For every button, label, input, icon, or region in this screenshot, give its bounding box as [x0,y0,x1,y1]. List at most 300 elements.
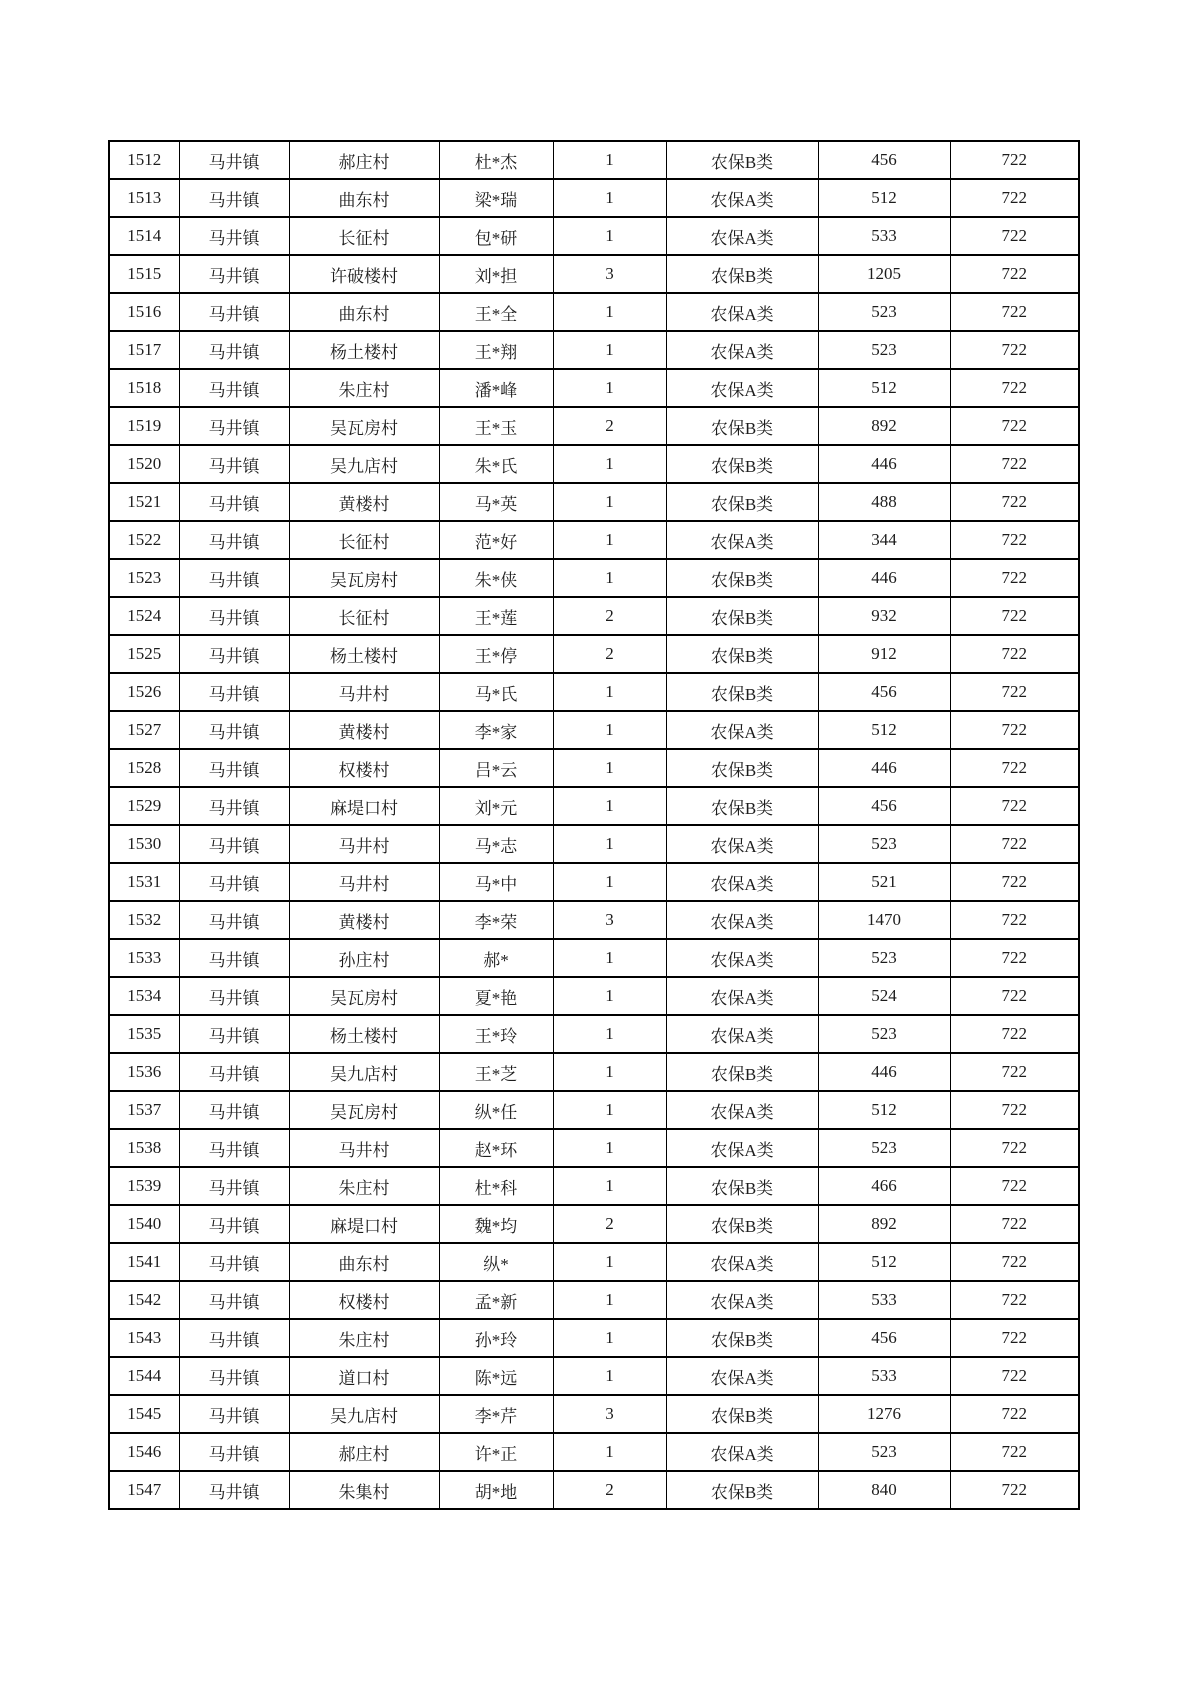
cell-insurance-category: 农保A类 [666,217,818,255]
cell-person-count: 1 [553,863,666,901]
table-row [109,825,1079,863]
cell-insurance-category: 农保B类 [666,1395,818,1433]
cell-town: 马井镇 [179,407,289,445]
table-row [109,711,1079,749]
cell-insurance-category: 农保B类 [666,255,818,293]
cell-person-count: 1 [553,1167,666,1205]
cell-person-count: 1 [553,293,666,331]
cell-person-count: 1 [553,559,666,597]
table-row [109,521,1079,559]
cell-insurance-category: 农保A类 [666,179,818,217]
cell-standard-amount: 722 [950,1091,1079,1129]
cell-amount: 521 [818,863,950,901]
cell-person-count: 1 [553,673,666,711]
cell-person-name: 梁*瑞 [439,179,553,217]
cell-village: 朱集村 [289,1471,439,1509]
cell-town: 马井镇 [179,977,289,1015]
cell-village: 马井村 [289,825,439,863]
cell-insurance-category: 农保B类 [666,597,818,635]
cell-village: 吴瓦房村 [289,977,439,1015]
cell-person-name: 王*全 [439,293,553,331]
cell-town: 马井镇 [179,1319,289,1357]
cell-person-name: 范*好 [439,521,553,559]
cell-village: 麻堤口村 [289,787,439,825]
cell-insurance-category: 农保B类 [666,1319,818,1357]
table-row [109,1395,1079,1433]
cell-serial-number: 1547 [109,1471,179,1509]
table-row [109,901,1079,939]
cell-village: 吴瓦房村 [289,407,439,445]
cell-person-name: 王*玉 [439,407,553,445]
cell-town: 马井镇 [179,331,289,369]
cell-standard-amount: 722 [950,255,1079,293]
cell-standard-amount: 722 [950,369,1079,407]
cell-amount: 892 [818,1205,950,1243]
cell-town: 马井镇 [179,901,289,939]
cell-person-count: 1 [553,521,666,559]
cell-standard-amount: 722 [950,1395,1079,1433]
cell-serial-number: 1534 [109,977,179,1015]
cell-amount: 512 [818,369,950,407]
cell-standard-amount: 722 [950,1357,1079,1395]
cell-serial-number: 1545 [109,1395,179,1433]
cell-serial-number: 1526 [109,673,179,711]
cell-insurance-category: 农保B类 [666,1053,818,1091]
cell-standard-amount: 722 [950,1205,1079,1243]
cell-serial-number: 1533 [109,939,179,977]
cell-standard-amount: 722 [950,1053,1079,1091]
table-row [109,1281,1079,1319]
cell-amount: 523 [818,293,950,331]
cell-standard-amount: 722 [950,1433,1079,1471]
cell-standard-amount: 722 [950,483,1079,521]
cell-person-name: 李*芹 [439,1395,553,1433]
cell-person-count: 1 [553,1091,666,1129]
cell-person-count: 1 [553,483,666,521]
cell-person-name: 赵*环 [439,1129,553,1167]
cell-person-count: 1 [553,141,666,179]
cell-serial-number: 1523 [109,559,179,597]
cell-insurance-category: 农保B类 [666,559,818,597]
table-row [109,1015,1079,1053]
cell-amount: 932 [818,597,950,635]
cell-amount: 523 [818,939,950,977]
cell-amount: 512 [818,711,950,749]
cell-village: 朱庄村 [289,369,439,407]
cell-person-name: 许*正 [439,1433,553,1471]
cell-person-count: 1 [553,749,666,787]
cell-person-name: 朱*侠 [439,559,553,597]
table-row [109,1053,1079,1091]
cell-person-count: 2 [553,597,666,635]
cell-standard-amount: 722 [950,749,1079,787]
cell-insurance-category: 农保A类 [666,901,818,939]
cell-standard-amount: 722 [950,1319,1079,1357]
cell-village: 权楼村 [289,1281,439,1319]
cell-serial-number: 1515 [109,255,179,293]
cell-amount: 446 [818,445,950,483]
cell-amount: 523 [818,331,950,369]
cell-person-name: 胡*地 [439,1471,553,1509]
cell-serial-number: 1531 [109,863,179,901]
cell-amount: 840 [818,1471,950,1509]
table-row [109,597,1079,635]
cell-person-name: 夏*艳 [439,977,553,1015]
cell-person-name: 纵* [439,1243,553,1281]
cell-person-count: 1 [553,825,666,863]
cell-serial-number: 1516 [109,293,179,331]
cell-serial-number: 1521 [109,483,179,521]
cell-serial-number: 1524 [109,597,179,635]
cell-amount: 912 [818,635,950,673]
records-table-container [108,140,1080,1510]
table-row [109,217,1079,255]
cell-person-name: 王*芝 [439,1053,553,1091]
cell-person-count: 2 [553,1205,666,1243]
cell-standard-amount: 722 [950,597,1079,635]
cell-insurance-category: 农保B类 [666,483,818,521]
cell-village: 杨土楼村 [289,331,439,369]
cell-village: 长征村 [289,521,439,559]
table-row [109,1243,1079,1281]
cell-insurance-category: 农保B类 [666,1471,818,1509]
cell-person-count: 1 [553,1243,666,1281]
cell-village: 朱庄村 [289,1319,439,1357]
cell-village: 吴瓦房村 [289,1091,439,1129]
cell-standard-amount: 722 [950,407,1079,445]
cell-person-count: 2 [553,1471,666,1509]
cell-town: 马井镇 [179,179,289,217]
cell-town: 马井镇 [179,939,289,977]
cell-amount: 523 [818,1129,950,1167]
cell-serial-number: 1539 [109,1167,179,1205]
cell-insurance-category: 农保A类 [666,521,818,559]
cell-town: 马井镇 [179,217,289,255]
cell-person-name: 吕*云 [439,749,553,787]
cell-standard-amount: 722 [950,635,1079,673]
cell-person-name: 魏*均 [439,1205,553,1243]
cell-town: 马井镇 [179,1205,289,1243]
cell-insurance-category: 农保B类 [666,1205,818,1243]
cell-person-name: 马*中 [439,863,553,901]
cell-person-count: 1 [553,179,666,217]
cell-village: 郝庄村 [289,1433,439,1471]
cell-amount: 523 [818,1433,950,1471]
cell-village: 吴瓦房村 [289,559,439,597]
table-row [109,407,1079,445]
cell-insurance-category: 农保A类 [666,1357,818,1395]
cell-standard-amount: 722 [950,673,1079,711]
cell-person-name: 郝* [439,939,553,977]
cell-town: 马井镇 [179,1395,289,1433]
cell-amount: 533 [818,1357,950,1395]
cell-standard-amount: 722 [950,1167,1079,1205]
cell-village: 道口村 [289,1357,439,1395]
cell-person-name: 孟*新 [439,1281,553,1319]
cell-village: 曲东村 [289,179,439,217]
cell-village: 吴九店村 [289,1395,439,1433]
cell-serial-number: 1518 [109,369,179,407]
cell-village: 黄楼村 [289,711,439,749]
cell-person-name: 刘*担 [439,255,553,293]
cell-standard-amount: 722 [950,445,1079,483]
cell-amount: 446 [818,749,950,787]
cell-serial-number: 1541 [109,1243,179,1281]
cell-amount: 524 [818,977,950,1015]
cell-person-name: 马*志 [439,825,553,863]
cell-insurance-category: 农保A类 [666,977,818,1015]
cell-standard-amount: 722 [950,787,1079,825]
cell-serial-number: 1532 [109,901,179,939]
cell-village: 马井村 [289,1129,439,1167]
cell-standard-amount: 722 [950,141,1079,179]
cell-insurance-category: 农保B类 [666,635,818,673]
table-row [109,369,1079,407]
cell-amount: 446 [818,1053,950,1091]
cell-insurance-category: 农保A类 [666,711,818,749]
cell-person-count: 3 [553,255,666,293]
cell-amount: 456 [818,141,950,179]
cell-standard-amount: 722 [950,559,1079,597]
cell-village: 吴九店村 [289,445,439,483]
cell-amount: 344 [818,521,950,559]
cell-insurance-category: 农保A类 [666,1091,818,1129]
cell-amount: 456 [818,787,950,825]
cell-person-name: 马*氏 [439,673,553,711]
cell-person-name: 纵*任 [439,1091,553,1129]
cell-amount: 512 [818,1091,950,1129]
cell-amount: 1205 [818,255,950,293]
cell-town: 马井镇 [179,1167,289,1205]
table-row [109,749,1079,787]
cell-village: 孙庄村 [289,939,439,977]
cell-standard-amount: 722 [950,711,1079,749]
cell-town: 马井镇 [179,255,289,293]
cell-amount: 456 [818,1319,950,1357]
cell-person-count: 2 [553,635,666,673]
cell-person-name: 李*家 [439,711,553,749]
cell-standard-amount: 722 [950,1015,1079,1053]
cell-village: 权楼村 [289,749,439,787]
cell-amount: 456 [818,673,950,711]
records-table-body [109,141,1079,1509]
cell-person-count: 1 [553,1053,666,1091]
cell-person-count: 1 [553,217,666,255]
cell-standard-amount: 722 [950,863,1079,901]
cell-insurance-category: 农保A类 [666,331,818,369]
cell-standard-amount: 722 [950,521,1079,559]
cell-town: 马井镇 [179,1053,289,1091]
cell-town: 马井镇 [179,1015,289,1053]
table-row [109,787,1079,825]
cell-village: 麻堤口村 [289,1205,439,1243]
cell-village: 曲东村 [289,293,439,331]
cell-person-count: 3 [553,901,666,939]
cell-standard-amount: 722 [950,1471,1079,1509]
cell-serial-number: 1544 [109,1357,179,1395]
cell-person-count: 1 [553,369,666,407]
cell-village: 曲东村 [289,1243,439,1281]
cell-serial-number: 1538 [109,1129,179,1167]
cell-town: 马井镇 [179,1281,289,1319]
cell-village: 杨土楼村 [289,635,439,673]
cell-amount: 892 [818,407,950,445]
cell-town: 马井镇 [179,559,289,597]
cell-town: 马井镇 [179,293,289,331]
cell-amount: 446 [818,559,950,597]
cell-insurance-category: 农保B类 [666,445,818,483]
cell-amount: 466 [818,1167,950,1205]
cell-insurance-category: 农保B类 [666,749,818,787]
table-row [109,255,1079,293]
table-row [109,635,1079,673]
table-row [109,1357,1079,1395]
cell-serial-number: 1535 [109,1015,179,1053]
cell-person-count: 1 [553,711,666,749]
cell-serial-number: 1542 [109,1281,179,1319]
cell-standard-amount: 722 [950,179,1079,217]
table-row [109,863,1079,901]
cell-village: 黄楼村 [289,901,439,939]
table-row [109,445,1079,483]
cell-amount: 523 [818,1015,950,1053]
cell-person-name: 孙*玲 [439,1319,553,1357]
table-row [109,483,1079,521]
cell-serial-number: 1527 [109,711,179,749]
table-row [109,179,1079,217]
cell-standard-amount: 722 [950,825,1079,863]
cell-serial-number: 1520 [109,445,179,483]
cell-town: 马井镇 [179,673,289,711]
cell-person-count: 1 [553,1281,666,1319]
cell-person-name: 马*英 [439,483,553,521]
cell-village: 杨土楼村 [289,1015,439,1053]
cell-village: 长征村 [289,217,439,255]
cell-serial-number: 1514 [109,217,179,255]
table-row [109,673,1079,711]
cell-serial-number: 1543 [109,1319,179,1357]
cell-insurance-category: 农保B类 [666,673,818,711]
cell-village: 马井村 [289,673,439,711]
cell-amount: 523 [818,825,950,863]
cell-person-name: 包*研 [439,217,553,255]
cell-insurance-category: 农保A类 [666,1433,818,1471]
cell-person-name: 王*停 [439,635,553,673]
cell-amount: 488 [818,483,950,521]
cell-serial-number: 1525 [109,635,179,673]
cell-village: 长征村 [289,597,439,635]
cell-standard-amount: 722 [950,331,1079,369]
cell-village: 许破楼村 [289,255,439,293]
cell-town: 马井镇 [179,711,289,749]
table-row [109,1205,1079,1243]
records-table [108,140,1080,1510]
cell-person-count: 1 [553,331,666,369]
cell-person-count: 1 [553,787,666,825]
cell-standard-amount: 722 [950,217,1079,255]
cell-person-name: 杜*科 [439,1167,553,1205]
cell-amount: 512 [818,179,950,217]
cell-person-count: 1 [553,1129,666,1167]
cell-town: 马井镇 [179,1471,289,1509]
cell-person-count: 1 [553,977,666,1015]
cell-town: 马井镇 [179,597,289,635]
cell-town: 马井镇 [179,521,289,559]
cell-person-name: 潘*峰 [439,369,553,407]
cell-serial-number: 1540 [109,1205,179,1243]
table-row [109,1319,1079,1357]
cell-town: 马井镇 [179,445,289,483]
table-row [109,1433,1079,1471]
cell-insurance-category: 农保A类 [666,1015,818,1053]
table-row [109,1091,1079,1129]
table-row [109,977,1079,1015]
table-row [109,293,1079,331]
cell-town: 马井镇 [179,1433,289,1471]
cell-insurance-category: 农保A类 [666,1281,818,1319]
cell-town: 马井镇 [179,1091,289,1129]
cell-serial-number: 1517 [109,331,179,369]
cell-insurance-category: 农保A类 [666,369,818,407]
cell-standard-amount: 722 [950,901,1079,939]
cell-standard-amount: 722 [950,977,1079,1015]
table-row [109,141,1079,179]
cell-serial-number: 1537 [109,1091,179,1129]
cell-town: 马井镇 [179,483,289,521]
cell-insurance-category: 农保A类 [666,825,818,863]
cell-person-count: 1 [553,1319,666,1357]
cell-village: 黄楼村 [289,483,439,521]
table-row [109,939,1079,977]
cell-person-count: 1 [553,445,666,483]
cell-person-name: 李*荣 [439,901,553,939]
cell-serial-number: 1519 [109,407,179,445]
cell-person-count: 2 [553,407,666,445]
cell-insurance-category: 农保A类 [666,1129,818,1167]
cell-standard-amount: 722 [950,1281,1079,1319]
cell-town: 马井镇 [179,369,289,407]
cell-person-count: 1 [553,1433,666,1471]
cell-person-name: 王*翔 [439,331,553,369]
cell-amount: 1470 [818,901,950,939]
cell-standard-amount: 722 [950,293,1079,331]
cell-person-count: 1 [553,1357,666,1395]
cell-person-name: 王*莲 [439,597,553,635]
cell-insurance-category: 农保B类 [666,1167,818,1205]
cell-serial-number: 1512 [109,141,179,179]
cell-person-name: 刘*元 [439,787,553,825]
cell-village: 吴九店村 [289,1053,439,1091]
cell-town: 马井镇 [179,749,289,787]
table-row [109,1129,1079,1167]
cell-standard-amount: 722 [950,939,1079,977]
cell-person-name: 杜*杰 [439,141,553,179]
cell-serial-number: 1528 [109,749,179,787]
cell-insurance-category: 农保A类 [666,863,818,901]
cell-amount: 533 [818,217,950,255]
cell-town: 马井镇 [179,1243,289,1281]
cell-person-name: 王*玲 [439,1015,553,1053]
cell-serial-number: 1529 [109,787,179,825]
cell-standard-amount: 722 [950,1243,1079,1281]
table-row [109,1167,1079,1205]
cell-village: 郝庄村 [289,141,439,179]
cell-person-name: 陈*远 [439,1357,553,1395]
cell-town: 马井镇 [179,141,289,179]
cell-insurance-category: 农保A类 [666,939,818,977]
cell-insurance-category: 农保A类 [666,1243,818,1281]
cell-insurance-category: 农保B类 [666,141,818,179]
